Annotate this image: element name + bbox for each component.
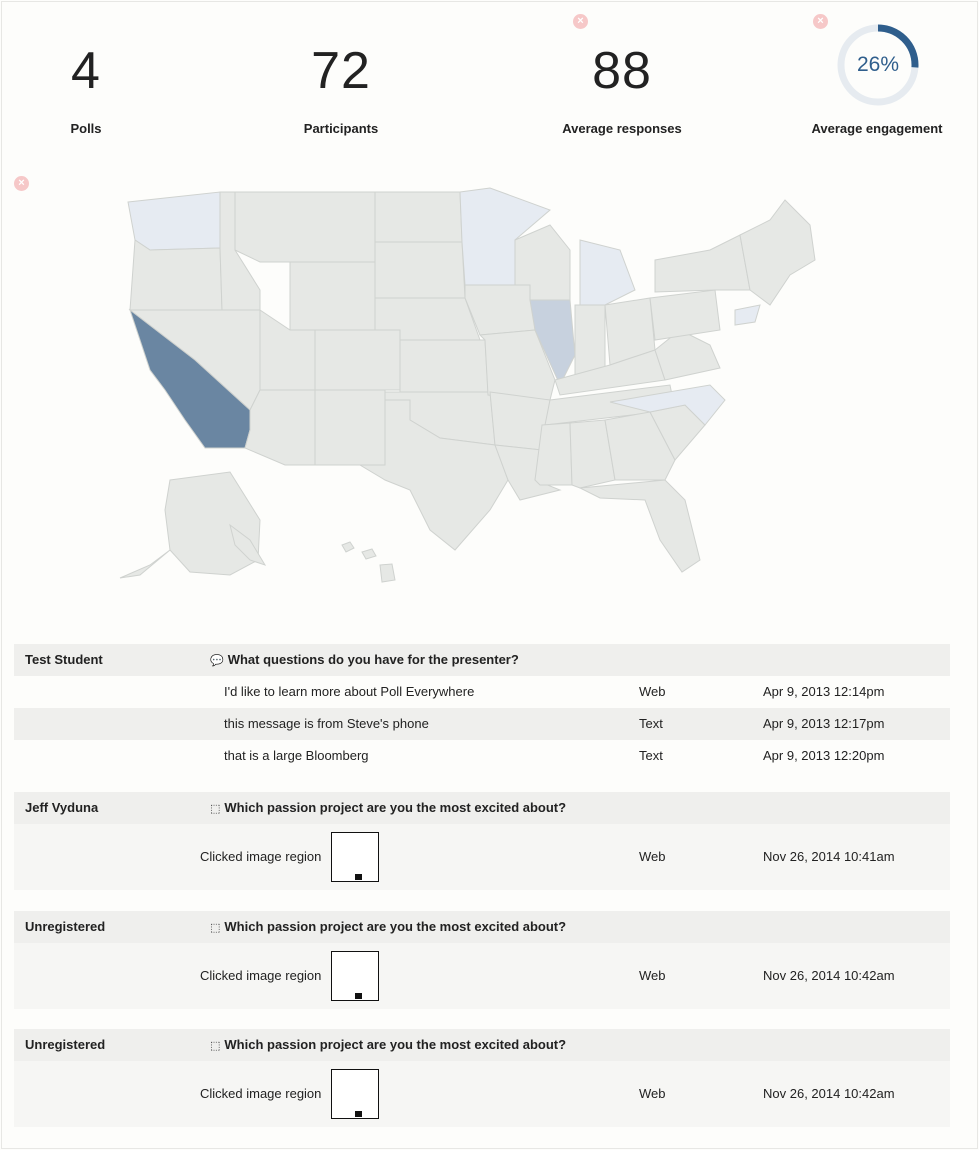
participant-name[interactable]: Jeff Vyduna: [25, 800, 99, 815]
response-source: Web: [639, 968, 666, 983]
participant-name[interactable]: Test Student: [25, 652, 103, 667]
state-colorado: [315, 330, 400, 390]
response-text: Clicked image region: [200, 1086, 322, 1101]
response-row: [14, 708, 950, 740]
state-north-dakota: [375, 192, 462, 242]
question-text: What questions do you have for the presenter?: [227, 652, 519, 667]
clickable-image-icon: ⬚: [210, 1040, 221, 1052]
remove-engagement-widget-icon[interactable]: ×: [813, 14, 828, 29]
state-arizona: [245, 390, 315, 465]
stat-participants-label: Participants: [303, 121, 379, 136]
state-washington: [128, 192, 220, 250]
response-group: [14, 792, 950, 890]
response-source: Text: [639, 716, 663, 731]
state-oregon: [130, 240, 222, 310]
hawaii-island-1: [342, 542, 354, 552]
stat-average-responses: [512, 40, 732, 136]
response-timestamp: Nov 26, 2014 10:42am: [763, 1086, 895, 1101]
stat-polls: [0, 40, 196, 136]
response-text: that is a large Bloomberg: [224, 748, 369, 763]
response-source: Text: [639, 748, 663, 763]
state-pennsylvania: [650, 290, 720, 340]
question-title[interactable]: [210, 644, 519, 677]
response-timestamp: Apr 9, 2013 12:14pm: [763, 684, 885, 699]
state-montana: [235, 192, 375, 262]
state-michigan: [580, 240, 635, 305]
us-map: [110, 180, 830, 600]
state-florida: [580, 480, 700, 572]
clickable-image-icon: ⬚: [210, 922, 221, 934]
question-text: Which passion project are you the most excited about?: [224, 1037, 567, 1052]
state-alaska: [165, 472, 260, 575]
stat-participants-value: 72: [311, 42, 371, 100]
clicked-image-thumbnail[interactable]: [331, 1069, 379, 1119]
click-marker: [355, 874, 362, 880]
question-title[interactable]: [210, 792, 566, 825]
group-header: [14, 792, 950, 824]
hawaii-island-2: [362, 549, 376, 559]
remove-responses-widget-icon[interactable]: ×: [573, 14, 588, 29]
stat-participants: [231, 40, 451, 136]
response-text: Clicked image region: [200, 968, 322, 983]
response-text: I'd like to learn more about Poll Everywhere: [224, 684, 475, 699]
clicked-image-thumbnail[interactable]: [331, 832, 379, 882]
hawaii-island-3: [380, 564, 395, 582]
state-new-york: [655, 235, 750, 292]
question-title[interactable]: [210, 1029, 566, 1062]
response-group: [14, 1029, 950, 1127]
response-timestamp: Nov 26, 2014 10:41am: [763, 849, 895, 864]
group-header: [14, 644, 950, 676]
clickable-image-icon: ⬚: [210, 803, 221, 815]
state-wyoming: [290, 262, 375, 330]
stat-average-responses-label: Average responses: [562, 121, 682, 136]
response-row: [14, 1061, 950, 1127]
state-new-england: [740, 200, 815, 305]
click-marker: [355, 1111, 362, 1117]
response-timestamp: Apr 9, 2013 12:17pm: [763, 716, 885, 731]
click-marker: [355, 993, 362, 999]
state-new-mexico: [315, 390, 385, 465]
stat-polls-value: 4: [71, 42, 101, 100]
question-title[interactable]: [210, 911, 566, 944]
group-header: [14, 911, 950, 943]
state-south-dakota: [375, 242, 465, 298]
response-row: [14, 824, 950, 890]
response-source: Web: [639, 849, 666, 864]
alaska-aleutians: [120, 550, 170, 578]
response-group: [14, 911, 950, 1009]
state-indiana: [575, 305, 605, 375]
group-header: [14, 1029, 950, 1061]
clicked-image-thumbnail[interactable]: [331, 951, 379, 1001]
response-timestamp: Apr 9, 2013 12:20pm: [763, 748, 885, 763]
stat-average-responses-value: 88: [592, 42, 652, 100]
response-text: Clicked image region: [200, 849, 322, 864]
participant-name[interactable]: Unregistered: [25, 919, 106, 934]
participant-name[interactable]: Unregistered: [25, 1037, 106, 1052]
response-group: [14, 644, 950, 772]
engagement-value: 26%: [856, 53, 900, 76]
question-text: Which passion project are you the most excited about?: [224, 800, 567, 815]
remove-map-widget-icon[interactable]: ×: [14, 176, 29, 191]
response-source: Web: [639, 684, 666, 699]
stat-polls-label: Polls: [70, 121, 102, 136]
response-row: [14, 943, 950, 1009]
stat-average-engagement-label: Average engagement: [811, 121, 943, 136]
response-text: this message is from Steve's phone: [224, 716, 429, 731]
speech-bubble-icon: 💬: [210, 655, 224, 667]
state-connecticut: [735, 305, 760, 325]
response-source: Web: [639, 1086, 666, 1101]
response-row: [14, 676, 950, 708]
state-kansas: [400, 340, 488, 392]
response-timestamp: Nov 26, 2014 10:42am: [763, 968, 895, 983]
question-text: Which passion project are you the most excited about?: [224, 919, 567, 934]
response-row: [14, 740, 950, 772]
